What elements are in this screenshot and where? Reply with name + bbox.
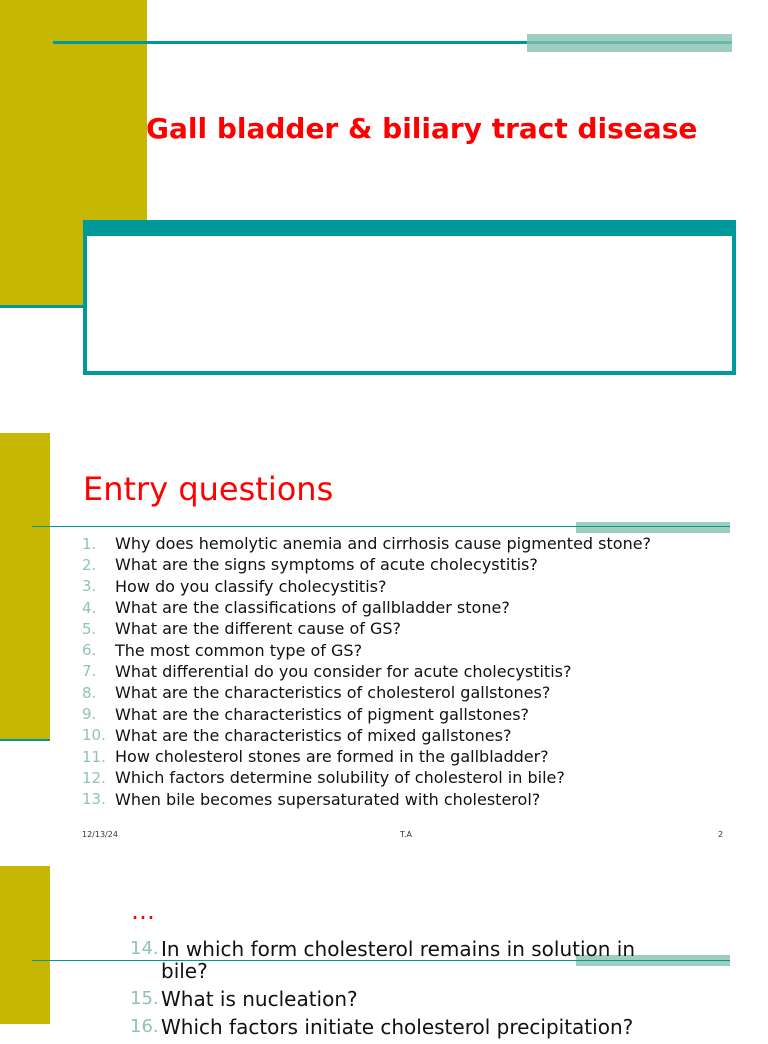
question-text: The most common type of GS? <box>115 640 363 660</box>
slide2-olive-panel <box>0 433 50 741</box>
item-number: 2. <box>82 555 97 574</box>
entry-questions-list <box>82 533 742 810</box>
question-text: When bile becomes supersaturated with cholesterol? <box>115 789 541 809</box>
list-item <box>82 639 742 660</box>
question-text: What is nucleation? <box>161 987 358 1011</box>
list-item <box>82 725 742 746</box>
question-text: What are the characteristics of mixed gallstones? <box>115 725 512 745</box>
list-item <box>82 746 742 767</box>
question-text: What are the characteristics of cholesterol gallstones? <box>115 683 551 703</box>
item-number: 12. <box>82 768 106 787</box>
question-text: In which form cholesterol remains in solution in bile? <box>161 937 636 983</box>
footer-author: T.A <box>400 830 412 839</box>
list-item <box>82 618 742 639</box>
item-number: 1. <box>82 534 97 553</box>
footer-date: 12/13/24 <box>82 830 118 839</box>
slide1-title: Gall bladder & biliary tract disease <box>146 112 698 145</box>
question-text: How cholesterol stones are formed in the gallbladder? <box>115 747 549 767</box>
item-number: 3. <box>82 577 97 596</box>
slide2-title: Entry questions <box>83 470 334 508</box>
slide1-accent-line <box>0 305 84 308</box>
item-number: 9. <box>82 705 97 724</box>
item-number: 16. <box>130 1016 159 1037</box>
list-item <box>82 554 742 575</box>
question-text: Which factors determine solubility of cholesterol in bile? <box>115 768 565 788</box>
item-number: 7. <box>82 662 97 681</box>
question-text: What differential do you consider for acute cholecystitis? <box>115 661 572 681</box>
list-item <box>130 938 730 982</box>
slide1-top-bar-rule <box>527 41 732 44</box>
list-item <box>82 767 742 788</box>
list-item <box>82 576 742 597</box>
slide3-title: … <box>131 897 155 925</box>
question-text: How do you classify cholecystitis? <box>115 576 387 596</box>
question-text: What are the signs symptoms of acute cholecystitis? <box>115 555 538 575</box>
slide3-olive-panel <box>0 866 50 1024</box>
footer-page-number: 2 <box>718 830 724 839</box>
question-text: Which factors initiate cholesterol precipitation? <box>161 1015 634 1039</box>
slide2-rule-bar <box>576 522 730 533</box>
question-text: What are the classifications of gallbladder stone? <box>115 598 510 618</box>
list-item <box>130 988 730 1010</box>
list-item <box>82 789 742 810</box>
list-item <box>82 703 742 724</box>
item-number: 10. <box>82 726 106 745</box>
item-number: 13. <box>82 790 106 809</box>
continued-questions-list <box>130 938 730 1044</box>
list-item <box>82 533 742 554</box>
question-text: Why does hemolytic anemia and cirrhosis cause pigmented stone? <box>115 534 652 554</box>
list-item <box>82 597 742 618</box>
list-item <box>82 661 742 682</box>
item-number: 11. <box>82 747 106 766</box>
slide1-subtitle-box <box>83 220 736 375</box>
item-number: 14. <box>130 938 159 959</box>
slide2-accent-line <box>0 739 50 741</box>
list-item <box>130 1016 730 1038</box>
slide2-title-rule <box>32 526 730 527</box>
item-number: 4. <box>82 598 97 617</box>
question-text: What are the different cause of GS? <box>115 619 402 639</box>
item-number: 6. <box>82 641 97 660</box>
item-number: 8. <box>82 683 97 702</box>
item-number: 5. <box>82 619 97 638</box>
list-item <box>82 682 742 703</box>
item-number: 15. <box>130 988 159 1009</box>
question-text: What are the characteristics of pigment gallstones? <box>115 704 530 724</box>
